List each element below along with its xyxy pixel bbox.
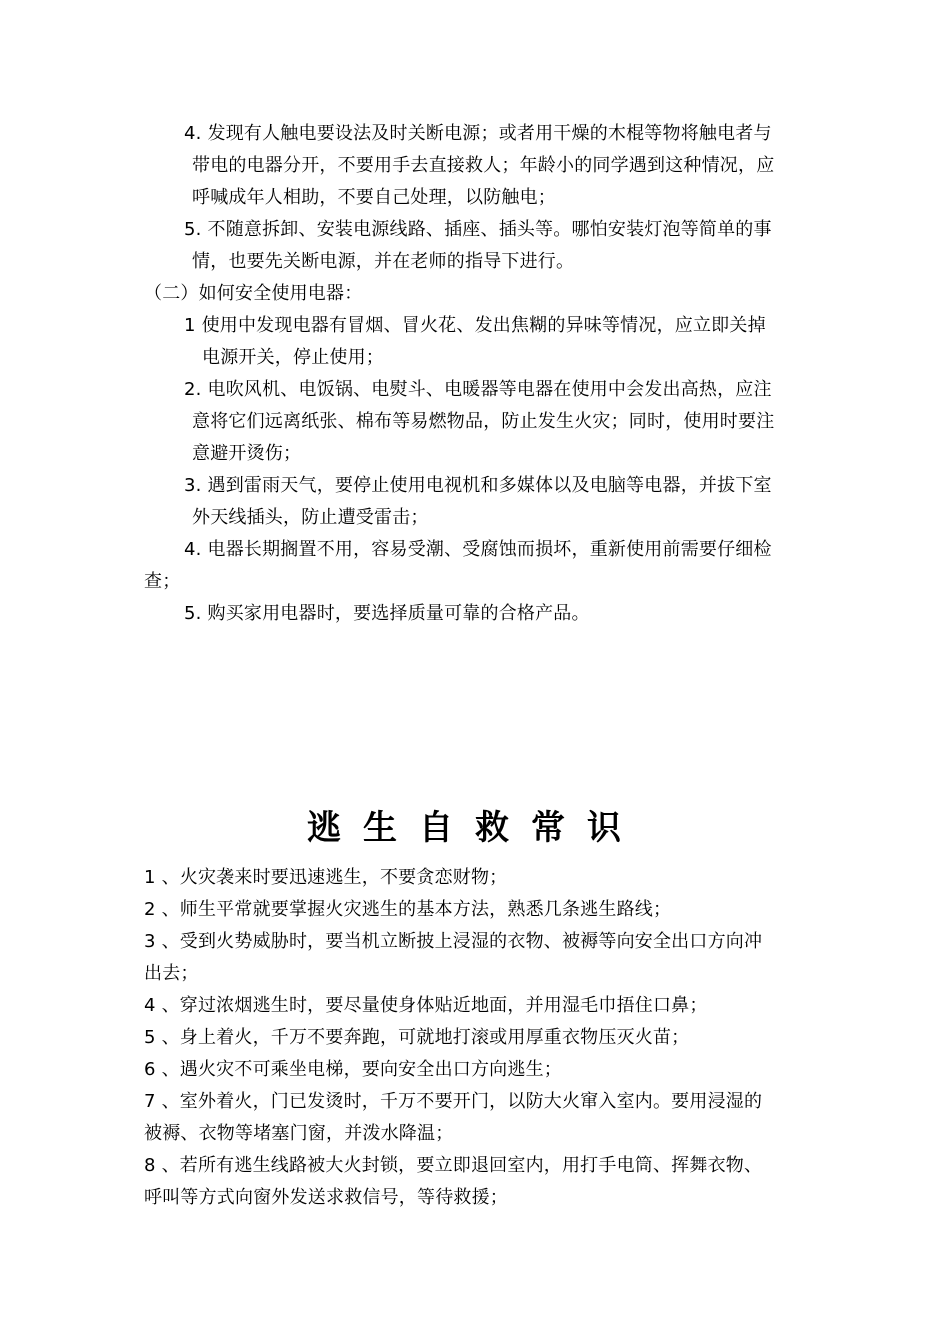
escape-item8-line2: 呼叫等方式向窗外发送求救信号，等待救援； <box>144 1187 508 1208</box>
escape-item6: 6 、遇火灾不可乘坐电梯，要向安全出口方向逃生； <box>144 1059 562 1080</box>
s2-item1-line1: 1 使用中发现电器有冒烟、冒火花、发出焦糊的异味等情况，应立即关掉 <box>184 315 766 336</box>
escape-item1: 1 、火灾袭来时要迅速逃生，不要贪恋财物； <box>144 867 508 888</box>
escape-item7-line1: 7 、室外着火，门已发烫时，千万不要开门，以防大火窜入室内。要用浸湿的 <box>144 1091 763 1112</box>
s1-item4-line3: 呼喊成年人相助，不要自己处理，以防触电； <box>192 187 556 208</box>
s2-item1-line2: 电源开关，停止使用； <box>202 347 384 368</box>
escape-item3-line1: 3 、受到火势威胁时，要当机立断披上浸湿的衣物、被褥等向安全出口方向冲 <box>144 931 763 952</box>
s2-item2-line2: 意将它们远离纸张、棉布等易燃物品，防止发生火灾；同时，使用时要注 <box>192 411 775 432</box>
s1-item5-line1: 5. 不随意拆卸、安装电源线路、插座、插头等。哪怕安装灯泡等简单的事 <box>184 219 772 240</box>
escape-item8-line1: 8 、若所有逃生线路被大火封锁，要立即退回室内，用打手电筒、挥舞衣物、 <box>144 1155 763 1176</box>
escape-item4: 4 、穿过浓烟逃生时，要尽量使身体贴近地面，并用湿毛巾捂住口鼻； <box>144 995 708 1016</box>
s2-item3-line1: 3. 遇到雷雨天气，要停止使用电视机和多媒体以及电脑等电器，并拔下室 <box>184 475 772 496</box>
escape-item5: 5 、身上着火，千万不要奔跑，可就地打滚或用厚重衣物压灭火苗； <box>144 1027 690 1048</box>
escape-item2: 2 、师生平常就要掌握火灾逃生的基本方法，熟悉几条逃生路线； <box>144 899 672 920</box>
s2-item4-line1: 4. 电器长期搁置不用，容易受潮、受腐蚀而损坏，重新使用前需要仔细检 <box>184 539 772 560</box>
s1-item4-line1: 4. 发现有人触电要设法及时关断电源；或者用干燥的木棍等物将触电者与 <box>184 123 772 144</box>
s2-item3-line2: 外天线插头，防止遭受雷击； <box>192 507 429 528</box>
escape-item3-line2: 出去； <box>144 963 199 984</box>
s2-item4-line2: 查； <box>144 571 181 592</box>
s2-item5-line1: 5. 购买家用电器时，要选择质量可靠的合格产品。 <box>184 603 590 624</box>
escape-item7-line2: 被褥、衣物等堵塞门窗，并泼水降温； <box>144 1123 454 1144</box>
s1-item4-line2: 带电的电器分开，不要用手去直接救人；年龄小的同学遇到这种情况，应 <box>192 155 775 176</box>
page-title: 逃生自救常识 <box>307 808 643 848</box>
s2-heading: （二）如何安全使用电器： <box>144 283 363 304</box>
s1-item5-line2: 情，也要先关断电源，并在老师的指导下进行。 <box>192 251 575 272</box>
s2-item2-line3: 意避开烫伤； <box>192 443 302 464</box>
s2-item2-line1: 2. 电吹风机、电饭锅、电熨斗、电暖器等电器在使用中会发出高热，应注 <box>184 379 772 400</box>
